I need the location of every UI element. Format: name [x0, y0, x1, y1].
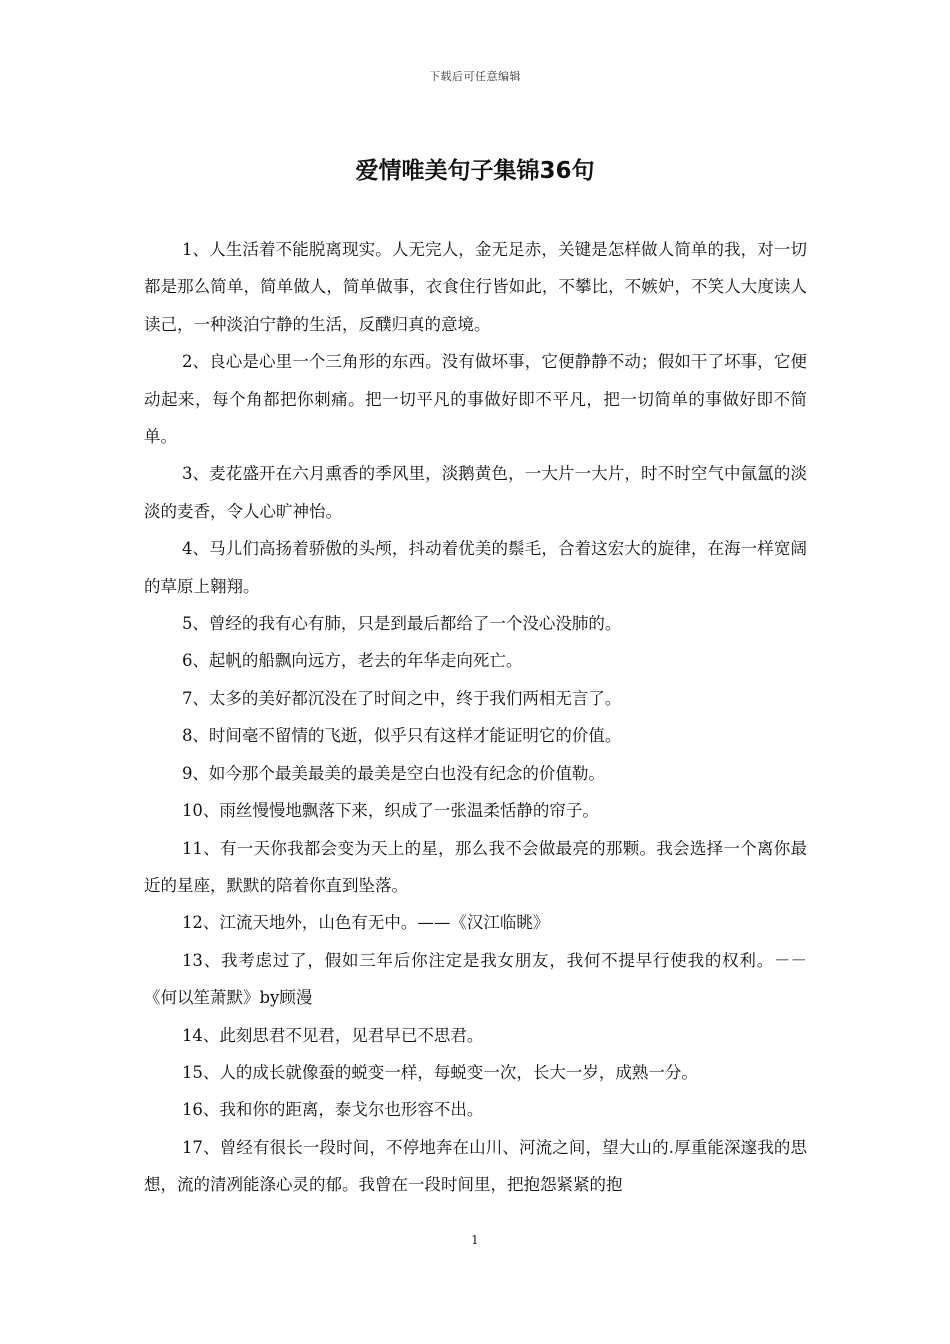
paragraph: 5、曾经的我有心有肺，只是到最后都给了一个没心没肺的。 [181, 614, 622, 634]
paragraph: 9、如今那个最美最美的最美是空白也没有纪念的价值勒。 [181, 763, 605, 783]
document-body [144, 231, 807, 1204]
document-title: 爱情唯美句子集锦36句 [355, 158, 595, 184]
paragraph: 3、麦花盛开在六月熏香的季风里，淡鹅黄色，一大片一大片，时不时空气中氤氲的淡淡的麦香，令人心旷神怡。 [144, 464, 807, 521]
paragraph: 17、曾经有很长一段时间，不停地奔在山川、河流之间，望大山的.厚重能深邃我的思想，流的清冽能涤心灵的郁。我曾在一段时间里，把抱怨紧紧的抱 [144, 1137, 807, 1195]
paragraph: 10、雨丝慢慢地飘落下来，织成了一张温柔恬静的帘子。 [181, 801, 599, 821]
paragraph: 12、江流天地外，山色有无中。——《汉江临眺》 [181, 913, 550, 933]
paragraph: 1、人生活着不能脱离现实。人无完人，金无足赤，关键是怎样做人简单的我，对一切都是那么简单，简单做人，简单做事，衣食住行皆如此，不攀比，不嫉妒，不笑人大度读人读己，一种淡泊宁静的生活，反醭归真的意境。 [144, 240, 807, 334]
paragraph: 4、马儿们高扬着骄傲的头颅，抖动着优美的鬃毛，合着这宏大的旋律，在海一样宽阔的草原上翱翔。 [144, 539, 807, 596]
paragraph: 8、时间毫不留情的飞逝，似乎只有这样才能证明它的价值。 [181, 726, 622, 746]
paragraph: 11、有一天你我都会变为天上的星，那么我不会做最亮的那颗。我会选择一个离你最近的星座，默默的陪着你直到坠落。 [144, 838, 807, 895]
paragraph: 2、良心是心里一个三角形的东西。没有做坏事，它便静静不动；假如干了坏事，它便动起来，每个角都把你刺痛。把一切平凡的事做好即不平凡，把一切简单的事做好即不简单。 [144, 352, 807, 447]
paragraph: 7、太多的美好都沉没在了时间之中，终于我们两相无言了。 [181, 688, 622, 708]
paragraph: 13、我考虑过了，假如三年后你注定是我女朋友，我何不提早行使我的权利。－－《何以笙萧默》by顾漫 [144, 950, 807, 1008]
paragraph: 14、此刻思君不见君，见君早已不思君。 [181, 1025, 484, 1045]
paragraph: 6、起帆的船飘向远方，老去的年华走向死亡。 [181, 651, 523, 671]
paragraph: 15、人的成长就像蚕的蜕变一样，每蜕变一次，长大一岁，成熟一分。 [181, 1062, 698, 1082]
paragraph: 16、我和你的距离，泰戈尔也形容不出。 [181, 1100, 484, 1120]
page-number: 1 [471, 1233, 479, 1247]
header-note: 下载后可任意编辑 [429, 70, 521, 83]
